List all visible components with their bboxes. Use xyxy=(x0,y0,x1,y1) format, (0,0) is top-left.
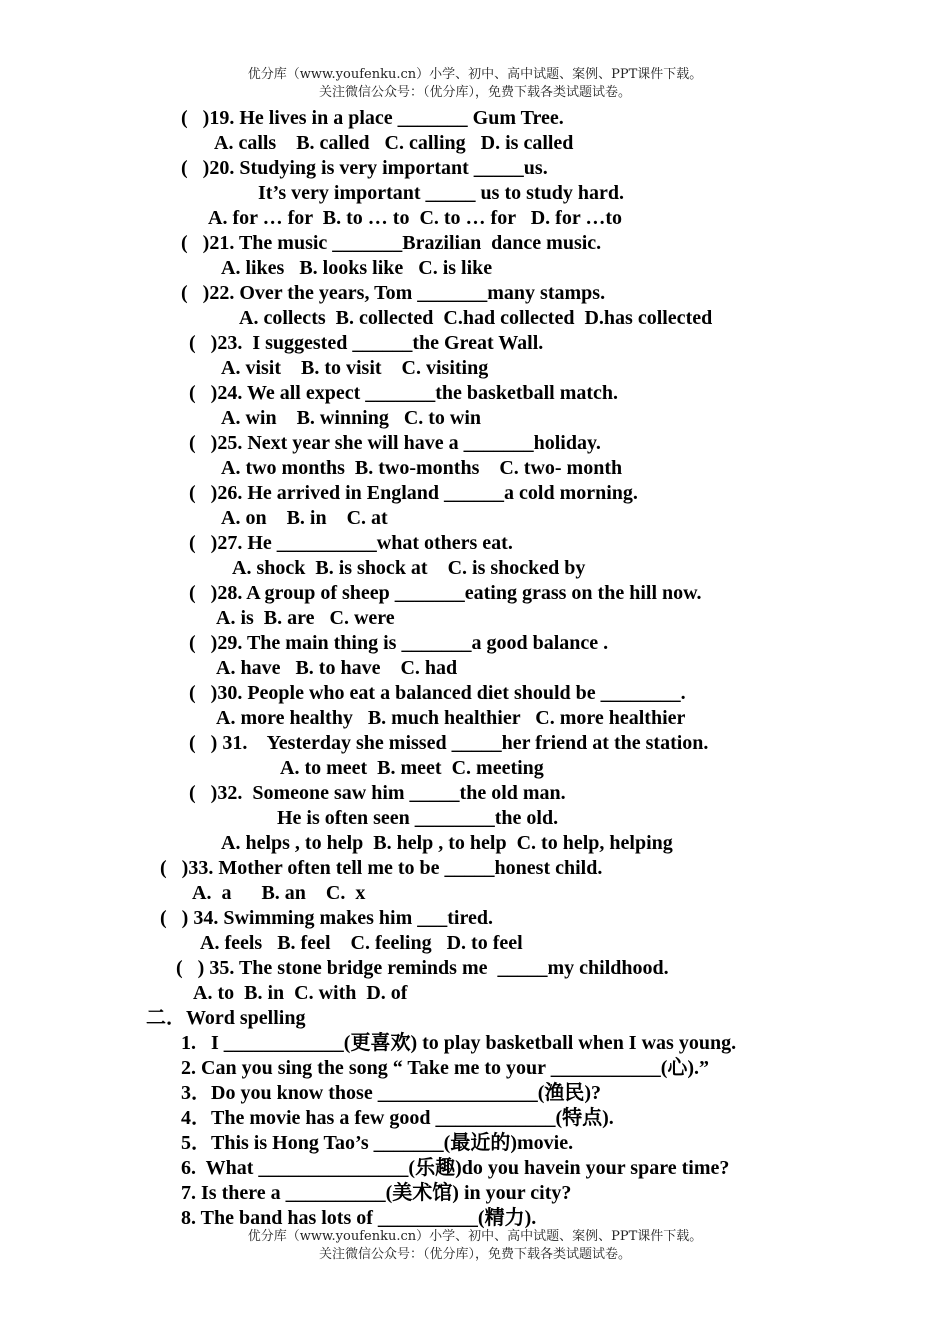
options-22: A. collects B. collected C.had collected D.has collected xyxy=(239,307,713,329)
question-28: ( )28. A group of sheep _______eating grass on the hill now. xyxy=(189,582,702,604)
footer-line-1: 优分库（www.youfenku.cn）小学、初中、高中试题、案例、PPT课件下载。 xyxy=(247,1229,703,1244)
question-32: ( )32. Someone saw him _____the old man. xyxy=(189,782,566,804)
question-35: ( ) 35. The stone bridge reminds me _____my childhood. xyxy=(176,957,669,979)
options-33: A. a B. an C. x xyxy=(192,882,366,904)
question-20-line-2: It’s very important _____ us to study hard. xyxy=(258,182,624,204)
question-26: ( )26. He arrived in England ______a cold morning. xyxy=(189,482,638,504)
options-27: A. shock B. is shock at C. is shocked by xyxy=(232,557,586,579)
options-19: A. calls B. called C. calling D. is called xyxy=(214,132,574,154)
options-20: A. for … for B. to … to C. to … for D. for …to xyxy=(208,207,623,229)
options-28: A. is B. are C. were xyxy=(216,607,395,629)
spelling-item-8: 8. The band has lots of __________(精力). xyxy=(181,1207,537,1229)
options-24: A. win B. winning C. to win xyxy=(221,407,482,429)
question-23: ( )23. I suggested ______the Great Wall. xyxy=(189,332,544,354)
options-34: A. feels B. feel C. feeling D. to feel xyxy=(200,932,523,954)
question-29: ( )29. The main thing is _______a good balance . xyxy=(189,632,609,654)
question-27: ( )27. He __________what others eat. xyxy=(189,532,513,554)
options-25: A. two months B. two-months C. two- month xyxy=(221,457,623,479)
question-30: ( )30. People who eat a balanced diet should be ________. xyxy=(189,682,686,704)
spelling-item-3: 3．Do you know those ________________(渔民)? xyxy=(181,1082,602,1104)
question-19: ( )19. He lives in a place _______ Gum Tree. xyxy=(181,107,564,129)
options-29: A. have B. to have C. had xyxy=(216,657,458,679)
options-31: A. to meet B. meet C. meeting xyxy=(280,757,544,779)
spelling-item-7: 7. Is there a __________(美术馆) in your city? xyxy=(181,1182,572,1204)
header-line-2: 关注微信公众号：（优分库），免费下载各类试题试卷。 xyxy=(318,85,631,100)
options-32: A. helps , to help B. help , to help C. to help, helping xyxy=(221,832,673,854)
question-32-line-2: He is often seen ________the old. xyxy=(277,807,559,829)
spelling-item-4: 4．The movie has a few good ____________(特点). xyxy=(181,1107,614,1129)
options-21: A. likes B. looks like C. is like xyxy=(221,257,493,279)
spelling-item-6: 6. What _______________(乐趣)do you havein your spare time? xyxy=(181,1157,730,1179)
question-20: ( )20. Studying is very important _____us. xyxy=(181,157,548,179)
options-23: A. visit B. to visit C. visiting xyxy=(221,357,489,379)
question-31: ( ) 31. Yesterday she missed _____her friend at the station. xyxy=(189,732,709,754)
question-21: ( )21. The music _______Brazilian dance music. xyxy=(181,232,602,254)
section-heading-word-spelling: 二．Word spelling xyxy=(146,1007,306,1029)
options-35: A. to B. in C. with D. of xyxy=(193,982,408,1004)
question-25: ( )25. Next year she will have a _______holiday. xyxy=(189,432,601,454)
spelling-item-1: 1. I ____________(更喜欢) to play basketball when I was young. xyxy=(181,1032,737,1054)
spelling-item-2: 2. Can you sing the song “ Take me to your ___________(心).” xyxy=(181,1057,710,1079)
options-26: A. on B. in C. at xyxy=(221,507,388,529)
question-34: ( ) 34. Swimming makes him ___tired. xyxy=(160,907,493,929)
options-30: A. more healthy B. much healthier C. more healthier xyxy=(216,707,686,729)
page-footer xyxy=(0,1228,950,1264)
question-33: ( )33. Mother often tell me to be _____honest child. xyxy=(160,857,603,879)
page-header xyxy=(0,66,950,102)
header-line-1: 优分库（www.youfenku.cn）小学、初中、高中试题、案例、PPT课件下载。 xyxy=(247,67,703,82)
footer-line-2: 关注微信公众号：（优分库），免费下载各类试题试卷。 xyxy=(318,1247,631,1262)
spelling-item-5: 5．This is Hong Tao’s _______(最近的)movie. xyxy=(181,1132,574,1154)
question-22: ( )22. Over the years, Tom _______many stamps. xyxy=(181,282,606,304)
question-24: ( )24. We all expect _______the basketball match. xyxy=(189,382,619,404)
